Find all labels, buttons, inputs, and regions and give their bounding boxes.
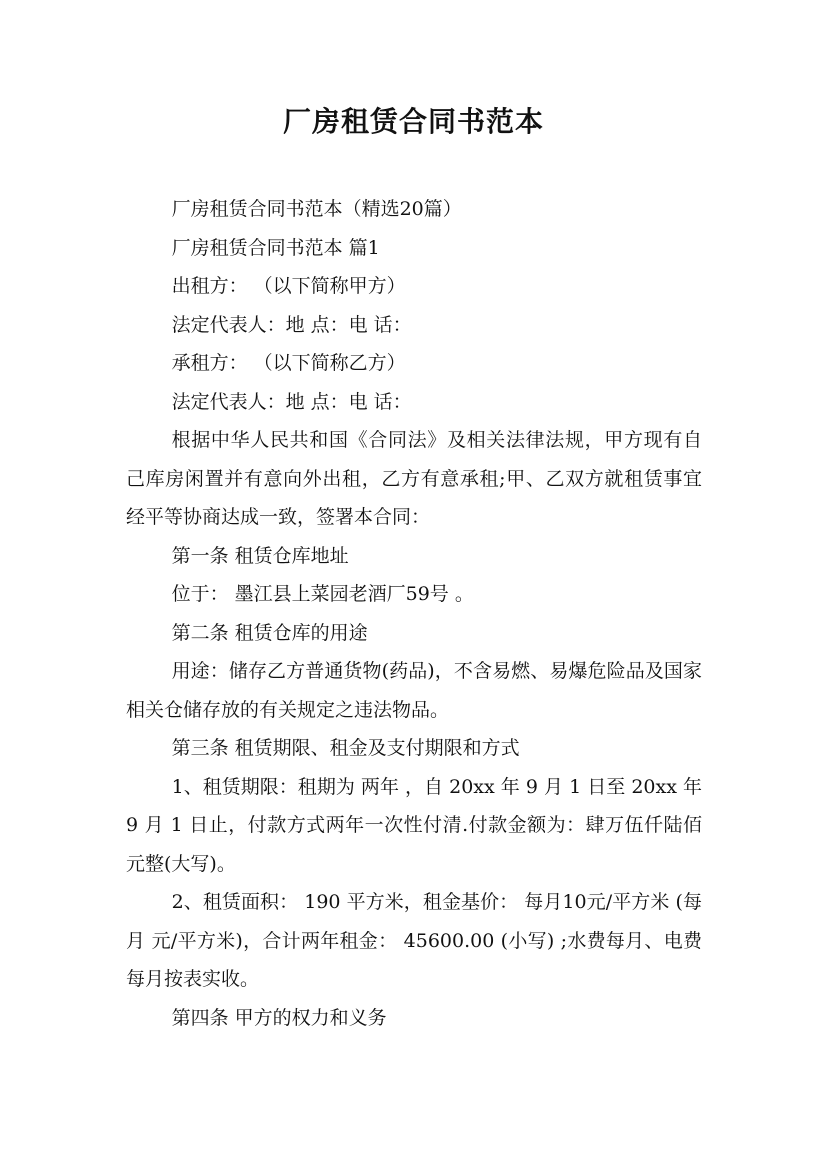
paragraph-section-heading: 厂房租赁合同书范本 篇1 [171, 236, 380, 259]
paragraph-subtitle: 厂房租赁合同书范本（精选20篇） [171, 198, 462, 220]
paragraph-article-3-area-rent: 2、租赁面积： 190 平方米，租金基价： 每月10元/平方米 (每月 元/平方米)，合计两年租金： 45600.00 (小写) ;水费每月、电费每月按表实收。 [126, 891, 702, 990]
paragraph-article-1-heading: 第一条 租赁仓库地址 [171, 544, 349, 567]
paragraph-lessor: 出租方： （以下简称甲方） [171, 275, 406, 297]
document-title: 厂房租赁合同书范本 [282, 105, 544, 138]
paragraph-lessor-representative: 法定代表人：地 点：电 话： [171, 313, 412, 336]
paragraph-preamble: 根据中华人民共和国《合同法》及相关法律法规，甲方现有自己库房闲置并有意向外出租，乙方有意承租;甲、乙双方就租赁事宜经平等协商达成一致，签署本合同： [126, 429, 702, 528]
paragraph-article-3-term: 1、租赁期限：租期为 两年 ，自 20xx 年 9 月 1 日至 20xx 年 9 月 1 日止，付款方式两年一次性付清.付款金额为：肆万伍仟陆佰元整(大写)。 [126, 775, 702, 875]
paragraph-article-3-heading: 第三条 租赁期限、租金及支付期限和方式 [171, 737, 520, 759]
document-body [126, 190, 702, 1037]
paragraph-article-4-heading: 第四条 甲方的权力和义务 [171, 1006, 387, 1029]
paragraph-lessee-representative: 法定代表人：地 点：电 话： [171, 390, 412, 413]
paragraph-lessee: 承租方： （以下简称乙方） [171, 352, 406, 374]
paragraph-article-2-heading: 第二条 租赁仓库的用途 [171, 621, 368, 644]
paragraph-article-2-usage: 用途：储存乙方普通货物(药品)，不含易燃、易爆危险品及国家相关仓储存放的有关规定之违法物品。 [126, 660, 702, 721]
paragraph-article-1-address: 位于： 墨江县上菜园老酒厂59号 。 [171, 583, 474, 605]
